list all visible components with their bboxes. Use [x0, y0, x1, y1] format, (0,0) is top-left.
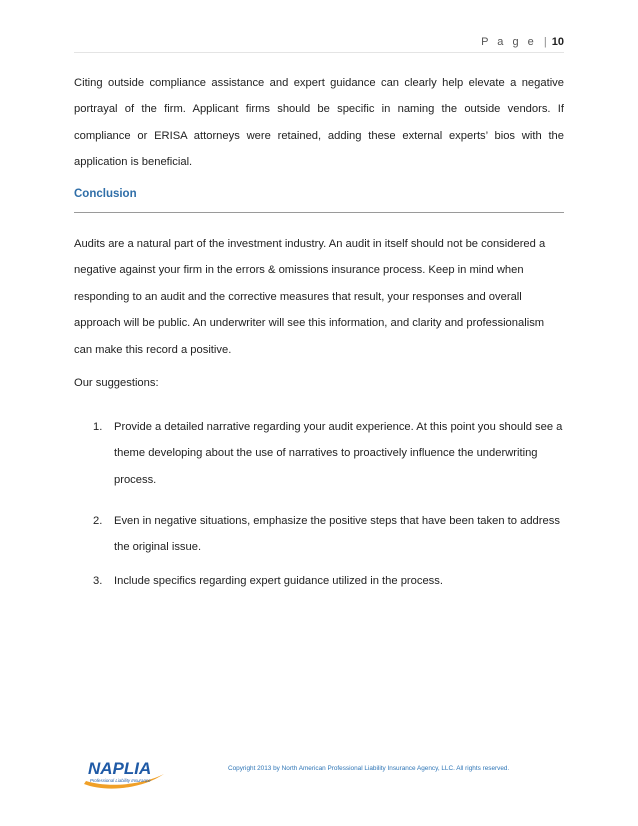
list-item-number: 1.: [93, 421, 103, 433]
list-item-text: Provide a detailed narrative regarding your audit experience. At this point you should see a theme developing about the use of narratives to proactively influence the underwriting process.: [114, 421, 563, 486]
intro-paragraph: Citing outside compliance assistance and expert guidance can clearly help elevate a negative portrayal of the firm. Applicant firms should be specific in naming the outside vendors. If compliance or ERISA attorneys were retained, adding these external experts’ bios with the application is beneficial.: [74, 77, 564, 169]
header-divider: [74, 52, 564, 53]
conclusion-paragraph: Audits are a natural part of the investment industry. An audit in itself should not be considered a negative against your firm in the errors & omissions insurance process. Keep in mind when responding to an audit and the corrective measures that result, your responses and overall approach will be public. An underwriter will see this information, and clarity and professionalism can make this record a positive.: [74, 238, 546, 356]
list-item-text: Include specifics regarding expert guidance utilized in the process.: [114, 575, 443, 587]
footer-copyright: Copyright 2013 by North American Professional Liability Insurance Agency, LLC. All rights reserved.: [228, 765, 510, 772]
list-item-number: 2.: [93, 515, 103, 527]
suggestion-list-1: [93, 414, 563, 493]
list-item: [93, 508, 563, 561]
list-item: [93, 568, 563, 594]
list-item-text: Even in negative situations, emphasize the positive steps that have been taken to address the original issue.: [114, 515, 560, 554]
page-label: P a g e: [481, 36, 537, 48]
page-header: [481, 36, 564, 48]
list-item: [93, 414, 563, 493]
logo-tagline: Professional Liability Insurance: [90, 778, 151, 783]
suggestion-list-3: [93, 568, 563, 594]
page-number: 10: [551, 36, 564, 48]
section-heading-divider: [74, 212, 564, 213]
suggestions-label: Our suggestions:: [74, 377, 159, 389]
list-item-number: 3.: [93, 575, 103, 587]
suggestion-list-2: [93, 508, 563, 561]
page-separator: |: [543, 36, 547, 48]
section-heading: Conclusion: [74, 188, 137, 200]
naplia-logo: [78, 754, 168, 792]
logo-wordmark: NAPLIA: [88, 759, 152, 778]
